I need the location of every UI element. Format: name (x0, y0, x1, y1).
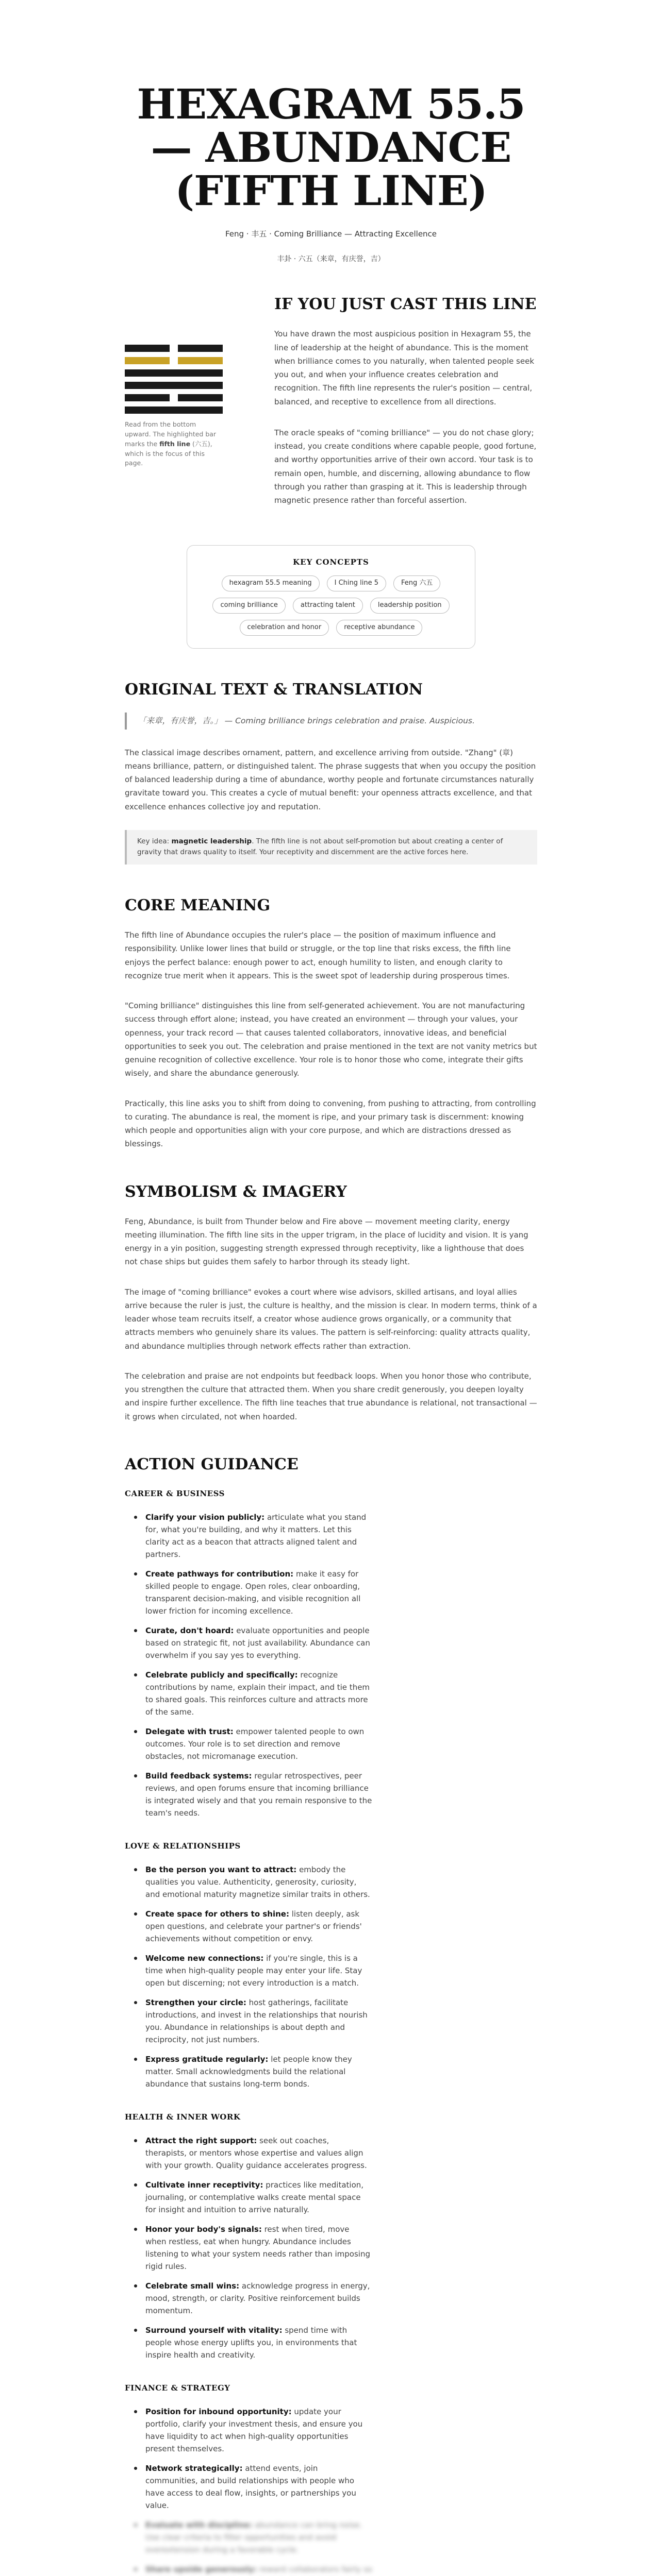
list-item (145, 2179, 372, 2216)
hexagram-line-6 (125, 345, 223, 352)
finance-list (125, 2405, 537, 2576)
item-bold: Create pathways for contribution: (145, 1569, 294, 1579)
list-item (145, 2134, 372, 2172)
item-text: host gatherings, facilitate introductions, and invest in the relationships that nourish you. Abundance in relationships is about depth and reciprocity, not just numbers. (145, 1997, 368, 2044)
item-text: practices like meditation, journaling, or contemplative walks create mental space for insight and intuition to arrive naturally. (145, 2180, 364, 2214)
intro-paragraph-2: The oracle speaks of "coming brilliance" — you do not chase glory; instead, you create conditions where capable people, good fortune, and worthy opportunities arrive of their own accord. Your task is to remain open, humble, and discerning, allowing abundance to flow through you rather than grasping at it. This is leadership through magnetic presence rather than forceful assertion. (274, 428, 537, 505)
concept-tag[interactable]: leadership position (370, 598, 450, 614)
item-bold: Network strategically: (145, 2463, 243, 2473)
list-item (145, 2324, 372, 2361)
original-quote: 「来章，有庆誉，吉。」 — Coming brilliance brings celebration and praise. Auspicious. (125, 713, 537, 730)
item-bold: Express gratitude regularly: (145, 2054, 269, 2064)
concept-tag[interactable]: hexagram 55.5 meaning (222, 575, 320, 591)
symbolism-heading: SYMBOLISM & IMAGERY (125, 1182, 347, 1201)
concept-tag[interactable]: receptive abundance (336, 620, 422, 636)
item-text: if you're single, this is a time when high-quality people may enter your life. Stay open but discerning; not every introduction is a match. (145, 1953, 362, 1988)
list-item (145, 2280, 372, 2317)
key-idea-note (125, 830, 537, 865)
hexagram-line-5-highlighted (125, 357, 223, 364)
item-bold: Position for inbound opportunity: (145, 2406, 292, 2416)
original-heading: ORIGINAL TEXT & TRANSLATION (125, 680, 423, 699)
item-text: update your portfolio, clarify your investment thesis, and ensure you have liquidity to act when high-quality opportunities present themselves. (145, 2406, 363, 2453)
action-heading: ACTION GUIDANCE (125, 1455, 299, 1473)
symbolism-paragraph-1: Feng, Abundance, is built from Thunder below and Fire above — movement meeting clarity, energy meeting illumination. The fifth line sits in the upper trigram, in the place of lucidity and vision. It is yang energy in a yin position, suggesting strength expressed through receptivity, like a lighthouse that does not chase ships but guides them safely to harbor through its steady light. (125, 1216, 528, 1267)
symbolism-paragraph-3: The celebration and praise are not endpoints but feedback loops. When you honor those who contribute, you strengthen the culture that attracted them. When you share credit generously, you deepen loyalty and inspire further excellence. The fifth line teaches that true abundance is relational, not transactional — it grows when circulated, not when hoarded. (125, 1371, 537, 1421)
item-text: recognize contributions by name, explain their impact, and tie them to shared goals. This reinforces culture and attracts more of the same. (145, 1670, 370, 1717)
key-concepts-box (187, 545, 475, 648)
intro-heading: IF YOU JUST CAST THIS LINE (274, 295, 537, 314)
item-text: attend events, join communities, and build relationships with people who have access to deal flow, insights, or partnerships you value. (145, 2463, 356, 2510)
item-bold: Delegate with trust: (145, 1726, 234, 1736)
item-bold: Curate, don't hoard: (145, 1625, 234, 1635)
item-text: articulate what you stand for, what you're building, and why it matters. Let this clarity act as a beacon that attracts aligned talent and partners. (145, 1512, 367, 1559)
hexagram-line-4 (125, 369, 223, 377)
group-title-career: CAREER & BUSINESS (125, 1488, 225, 1498)
item-text: abundance can bring noise. Use clear criteria to filter opportunities and avoid overextension during a favorable cycle. (145, 2520, 362, 2554)
item-text: regular retrospectives, peer reviews, and open forums ensure that incoming brilliance is integrated wisely and that you remain responsive to the team's needs. (145, 1771, 372, 1818)
intro-section (125, 296, 537, 524)
item-text: make it easy for skilled people to engage. Open roles, clear onboarding, transparent decision-making, and visible recognition all lower friction for incoming excellence. (145, 1569, 361, 1616)
note-label: Key idea: (137, 837, 172, 845)
list-item (145, 1624, 372, 1662)
item-bold: Strengthen your circle: (145, 1997, 246, 2007)
list-item (145, 1952, 372, 1989)
item-bold: Honor your body's signals: (145, 2224, 262, 2234)
item-text: embody the qualities you value. Authenticity, generosity, curiosity, and emotional maturity magnetize similar traits in others. (145, 1865, 370, 1899)
item-text: reward collaborators fairly so (259, 2564, 372, 2574)
hexagram-caption (125, 420, 223, 468)
love-list (125, 1863, 537, 2090)
item-bold: Celebrate small wins: (145, 2281, 240, 2291)
concept-tag[interactable]: I Ching line 5 (327, 575, 386, 591)
hexagram-column (125, 296, 243, 524)
group-title-finance: FINANCE & STRATEGY (125, 2383, 230, 2393)
item-text: let people know they matter. Small acknowledgments build the relational abundance that sustains long-term bonds. (145, 2054, 352, 2089)
page-subtitle-chinese: 丰卦 · 六五（来章，有庆誉，吉） (277, 255, 385, 263)
list-item (145, 2405, 372, 2455)
item-text: listen deeply, ask open questions, and celebrate your partner's or friends' achievements without competition or envy. (145, 1909, 362, 1943)
list-item (145, 1511, 372, 1561)
list-item (145, 1725, 372, 1762)
hexagram-line-2 (125, 394, 223, 401)
list-item (145, 1568, 372, 1617)
item-bold: Attract the right support: (145, 2136, 257, 2145)
list-item (145, 2053, 372, 2090)
item-bold: Cultivate inner receptivity: (145, 2180, 263, 2190)
concept-tag[interactable]: attracting talent (293, 598, 363, 614)
page-title: HEXAGRAM 55.5 — ABUNDANCE (FIFTH LINE) (137, 80, 525, 215)
group-title-health: HEALTH & INNER WORK (125, 2112, 241, 2122)
core-paragraph-1: The fifth line of Abundance occupies the ruler's place — the position of maximum influence and responsibility. Unlike lower lines that build or struggle, or the top line that risks excess, the fifth line enjoys the perfect balance: enough power to act, enough humility to listen, and enough clarity to recognize true merit when it appears. This is the sweet spot of leadership during prosperous times. (125, 930, 511, 980)
item-text: seek out coaches, therapists, or mentors whose expertise and values align with your growth. Quality guidance accelerates progress. (145, 2136, 367, 2170)
item-bold: Surround yourself with vitality: (145, 2325, 283, 2335)
list-item (145, 1770, 372, 1819)
original-paragraph-1: The classical image describes ornament, pattern, and excellence arriving from outside. "Zhang" (章) means brilliance, pattern, or distinguished talent. The phrase suggests that when you occupy the position of balanced leadership during a time of abundance, worthy people and fortunate circumstances naturally gravitate toward you. This creates a cycle of mutual benefit: your openness attracts excellence, and that excellence enhances collective joy and reputation. (125, 748, 536, 811)
item-bold: Celebrate publicly and specifically: (145, 1670, 298, 1680)
item-text: acknowledge progress in energy, mood, strength, or clarity. Positive reinforcement builds momentum. (145, 2281, 370, 2315)
page-subtitle: Feng · 丰五 · Coming Brilliance — Attracting Excellence (225, 229, 437, 239)
item-text: spend time with people whose energy uplifts you, in environments that inspire health and creativity. (145, 2325, 357, 2360)
core-heading: CORE MEANING (125, 896, 271, 915)
career-list (125, 1511, 537, 1819)
core-paragraph-3: Practically, this line asks you to shift from doing to convening, from pushing to attracting, from controlling to curating. The abundance is real, the moment is ripe, and your primary task is discernment: knowing which people and opportunities align with your core purpose, and which are distractions dressed as blessings. (125, 1098, 536, 1149)
list-item (145, 1669, 372, 1718)
list-item (145, 2462, 372, 2512)
caption-text-end: (六五), which is the focus of this page. (125, 439, 212, 467)
key-concepts-tags (203, 575, 459, 635)
hexagram-line-1 (125, 406, 223, 414)
list-item (145, 2519, 372, 2556)
health-list (125, 2134, 537, 2361)
item-bold: Be the person you want to attract: (145, 1865, 297, 1874)
list-item (145, 1996, 372, 2046)
key-concepts-title: KEY CONCEPTS (293, 557, 369, 567)
item-bold: Welcome new connections: (145, 1953, 264, 1963)
hexagram-line-3 (125, 382, 223, 389)
intro-paragraph-1: You have drawn the most auspicious position in Hexagram 55, the line of leadership at the height of abundance. This is the moment when brilliance comes to you naturally, when talented people seek you out, and when your influence creates celebration and recognition. The fifth line represents the ruler's position — central, balanced, and receptive to excellence from all directions. (274, 329, 535, 406)
list-item (145, 2563, 372, 2576)
item-text: evaluate opportunities and people based on strategic fit, not just availability. Abundance can overwhelm if you say yes to everything. (145, 1625, 370, 1660)
caption-bold: fifth line (159, 439, 191, 448)
item-text: empower talented people to own outcomes. Your role is to set direction and remove obstacles, not micromanage execution. (145, 1726, 365, 1761)
item-bold: Clarify your vision publicly: (145, 1512, 265, 1522)
caption-text: Read from the bottom upward. The highlighted bar marks the (125, 420, 217, 448)
symbolism-paragraph-2: The image of "coming brilliance" evokes a court where wise advisors, skilled artisans, and loyal allies arrive because the ruler is just, the culture is healthy, and the mission is clear. In modern terms, think of a leader whose team recruits itself, a creator whose audience grows organically, or a community that attracts members who genuinely share its values. The pattern is self-reinforcing: quality attracts quality, and abundance multiplies through network effects rather than extraction. (125, 1287, 537, 1351)
list-item (145, 1863, 372, 1901)
item-text: rest when tired, move when restless, eat when hungry. Abundance includes listening to what your system needs rather than imposing rigid rules. (145, 2224, 370, 2271)
item-bold: Evaluate with discipline: (145, 2520, 253, 2530)
item-bold: Build feedback systems: (145, 1771, 252, 1781)
intro-text (274, 296, 537, 524)
note-bold: magnetic leadership (171, 837, 252, 845)
item-bold: Create space for others to shine: (145, 1909, 289, 1919)
concept-tag[interactable]: Feng 六五 (393, 575, 440, 591)
core-paragraph-2: "Coming brilliance" distinguishes this line from self-generated achievement. You are not manufacturing success through effort alone; instead, you have created an environment — through your values, your openness, your track record — that causes talented collaborators, innovative ideas, and beneficial opportunities to seek you out. The celebration and praise mentioned in the text are not vanity metrics but genuine recognition of collective excellence. Your role is to honor those who come, integrate their gifts wisely, and share the abundance generously. (125, 1001, 537, 1078)
group-title-love: LOVE & RELATIONSHIPS (125, 1841, 241, 1851)
item-bold: Share upside generously: (145, 2564, 257, 2574)
list-item (145, 1908, 372, 1945)
hexagram-figure (125, 345, 223, 414)
concept-tag[interactable]: celebration and honor (240, 620, 329, 636)
note-text: . The fifth line is not about self-promotion but about creating a center of gravity that draws quality to itself. Your receptivity and discernment are the active forces here. (137, 837, 503, 857)
list-item (145, 2223, 372, 2273)
concept-tag[interactable]: coming brilliance (212, 598, 285, 614)
page (125, 0, 537, 2576)
